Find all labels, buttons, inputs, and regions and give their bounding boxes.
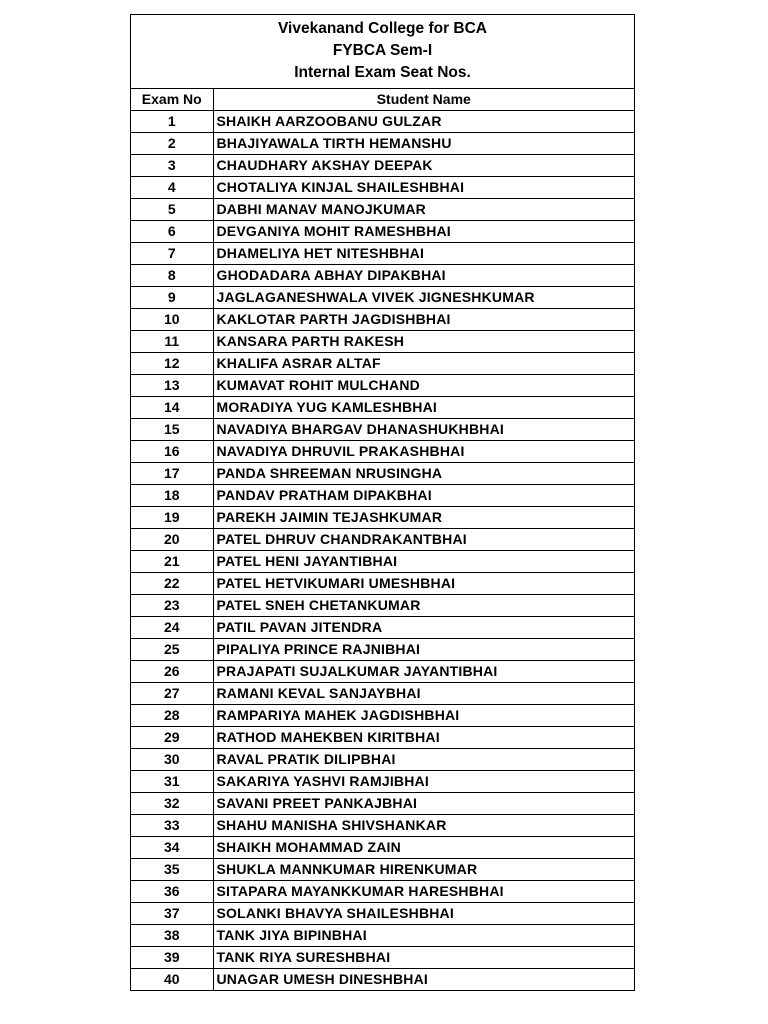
exam-no-cell: 4 (131, 177, 213, 199)
exam-no-cell: 28 (131, 705, 213, 727)
student-name-cell: RAMPARIYA MAHEK JAGDISHBHAI (213, 705, 634, 727)
student-name-cell: KHALIFA ASRAR ALTAF (213, 353, 634, 375)
table-row (131, 573, 634, 595)
exam-no-cell: 21 (131, 551, 213, 573)
seat-table (131, 89, 634, 990)
college-name: Vivekanand College for BCA (277, 20, 487, 37)
table-row (131, 199, 634, 221)
student-name-cell: GHODADARA ABHAY DIPAKBHAI (213, 265, 634, 287)
exam-no-cell: 36 (131, 881, 213, 903)
exam-no-cell: 14 (131, 397, 213, 419)
exam-no-cell: 37 (131, 903, 213, 925)
table-row (131, 265, 634, 287)
table-row (131, 419, 634, 441)
exam-no-cell: 16 (131, 441, 213, 463)
exam-no-cell: 9 (131, 287, 213, 309)
table-row (131, 881, 634, 903)
table-row (131, 507, 634, 529)
student-name-cell: PANDAV PRATHAM DIPAKBHAI (213, 485, 634, 507)
exam-no-header: Exam No (131, 89, 213, 111)
table-row (131, 705, 634, 727)
table-row (131, 133, 634, 155)
table-row (131, 947, 634, 969)
exam-no-cell: 23 (131, 595, 213, 617)
student-name-cell: RAMANI KEVAL SANJAYBHAI (213, 683, 634, 705)
table-row (131, 331, 634, 353)
student-name-cell: DABHI MANAV MANOJKUMAR (213, 199, 634, 221)
exam-no-cell: 31 (131, 771, 213, 793)
exam-no-cell: 13 (131, 375, 213, 397)
table-row (131, 771, 634, 793)
table-row (131, 859, 634, 881)
table-row (131, 925, 634, 947)
exam-no-cell: 18 (131, 485, 213, 507)
exam-no-cell: 19 (131, 507, 213, 529)
student-name-cell: NAVADIYA DHRUVIL PRAKASHBHAI (213, 441, 634, 463)
student-name-cell: SHAHU MANISHA SHIVSHANKAR (213, 815, 634, 837)
student-name-cell: SOLANKI BHAVYA SHAILESHBHAI (213, 903, 634, 925)
exam-no-cell: 17 (131, 463, 213, 485)
student-name-cell: DHAMELIYA HET NITESHBHAI (213, 243, 634, 265)
student-name-cell: SITAPARA MAYANKKUMAR HARESHBHAI (213, 881, 634, 903)
student-name-cell: CHOTALIYA KINJAL SHAILESHBHAI (213, 177, 634, 199)
table-row (131, 837, 634, 859)
student-name-cell: SAVANI PREET PANKAJBHAI (213, 793, 634, 815)
table-row (131, 155, 634, 177)
exam-no-cell: 30 (131, 749, 213, 771)
exam-no-cell: 35 (131, 859, 213, 881)
exam-no-cell: 6 (131, 221, 213, 243)
student-name-cell: BHAJIYAWALA TIRTH HEMANSHU (213, 133, 634, 155)
exam-no-cell: 7 (131, 243, 213, 265)
student-name-cell: PRAJAPATI SUJALKUMAR JAYANTIBHAI (213, 661, 634, 683)
exam-no-cell: 34 (131, 837, 213, 859)
exam-no-cell: 15 (131, 419, 213, 441)
exam-no-cell: 11 (131, 331, 213, 353)
table-row (131, 617, 634, 639)
header-row (131, 89, 634, 111)
table-row (131, 375, 634, 397)
student-name-cell: TANK JIYA BIPINBHAI (213, 925, 634, 947)
class-semester: FYBCA Sem-I (332, 42, 433, 59)
student-name-cell: MORADIYA YUG KAMLESHBHAI (213, 397, 634, 419)
table-row (131, 309, 634, 331)
table-row (131, 793, 634, 815)
table-row (131, 463, 634, 485)
table-row (131, 287, 634, 309)
exam-no-cell: 5 (131, 199, 213, 221)
table-row (131, 441, 634, 463)
exam-no-cell: 38 (131, 925, 213, 947)
student-name-cell: PATEL HENI JAYANTIBHAI (213, 551, 634, 573)
table-row (131, 969, 634, 991)
exam-no-cell: 26 (131, 661, 213, 683)
table-row (131, 397, 634, 419)
title-block (131, 15, 634, 89)
exam-no-cell: 39 (131, 947, 213, 969)
student-name-cell: SHAIKH MOHAMMAD ZAIN (213, 837, 634, 859)
student-name-cell: KAKLOTAR PARTH JAGDISHBHAI (213, 309, 634, 331)
exam-no-cell: 2 (131, 133, 213, 155)
exam-no-cell: 33 (131, 815, 213, 837)
student-name-cell: SHAIKH AARZOOBANU GULZAR (213, 111, 634, 133)
exam-no-cell: 8 (131, 265, 213, 287)
student-name-cell: PAREKH JAIMIN TEJASHKUMAR (213, 507, 634, 529)
table-row (131, 177, 634, 199)
student-name-cell: PANDA SHREEMAN NRUSINGHA (213, 463, 634, 485)
table-row (131, 111, 634, 133)
document-title: Internal Exam Seat Nos. (294, 64, 471, 81)
student-name-cell: SAKARIYA YASHVI RAMJIBHAI (213, 771, 634, 793)
table-row (131, 749, 634, 771)
student-name-cell: PATEL HETVIKUMARI UMESHBHAI (213, 573, 634, 595)
student-name-cell: PATIL PAVAN JITENDRA (213, 617, 634, 639)
student-name-cell: PIPALIYA PRINCE RAJNIBHAI (213, 639, 634, 661)
table-row (131, 485, 634, 507)
exam-no-cell: 12 (131, 353, 213, 375)
table-row (131, 551, 634, 573)
table-row (131, 243, 634, 265)
table-row (131, 683, 634, 705)
exam-no-cell: 22 (131, 573, 213, 595)
student-name-cell: DEVGANIYA MOHIT RAMESHBHAI (213, 221, 634, 243)
exam-no-cell: 3 (131, 155, 213, 177)
table-row (131, 661, 634, 683)
student-name-cell: KUMAVAT ROHIT MULCHAND (213, 375, 634, 397)
table-row (131, 595, 634, 617)
exam-no-cell: 1 (131, 111, 213, 133)
seat-list-sheet (130, 14, 635, 991)
exam-no-cell: 20 (131, 529, 213, 551)
exam-no-cell: 27 (131, 683, 213, 705)
table-row (131, 529, 634, 551)
table-row (131, 903, 634, 925)
student-name-cell: SHUKLA MANNKUMAR HIRENKUMAR (213, 859, 634, 881)
exam-no-cell: 25 (131, 639, 213, 661)
student-name-cell: TANK RIYA SURESHBHAI (213, 947, 634, 969)
student-name-header: Student Name (376, 91, 471, 107)
seat-table-body (131, 111, 634, 991)
student-name-cell: UNAGAR UMESH DINESHBHAI (213, 969, 634, 991)
exam-no-cell: 24 (131, 617, 213, 639)
student-name-cell: JAGLAGANESHWALA VIVEK JIGNESHKUMAR (213, 287, 634, 309)
table-row (131, 221, 634, 243)
student-name-cell: NAVADIYA BHARGAV DHANASHUKHBHAI (213, 419, 634, 441)
student-name-cell: RAVAL PRATIK DILIPBHAI (213, 749, 634, 771)
exam-no-cell: 32 (131, 793, 213, 815)
exam-no-cell: 40 (131, 969, 213, 991)
student-name-cell: KANSARA PARTH RAKESH (213, 331, 634, 353)
exam-no-cell: 10 (131, 309, 213, 331)
table-row (131, 815, 634, 837)
student-name-cell: RATHOD MAHEKBEN KIRITBHAI (213, 727, 634, 749)
exam-no-cell: 29 (131, 727, 213, 749)
table-row (131, 353, 634, 375)
student-name-cell: CHAUDHARY AKSHAY DEEPAK (213, 155, 634, 177)
student-name-cell: PATEL SNEH CHETANKUMAR (213, 595, 634, 617)
student-name-cell: PATEL DHRUV CHANDRAKANTBHAI (213, 529, 634, 551)
table-row (131, 727, 634, 749)
table-row (131, 639, 634, 661)
